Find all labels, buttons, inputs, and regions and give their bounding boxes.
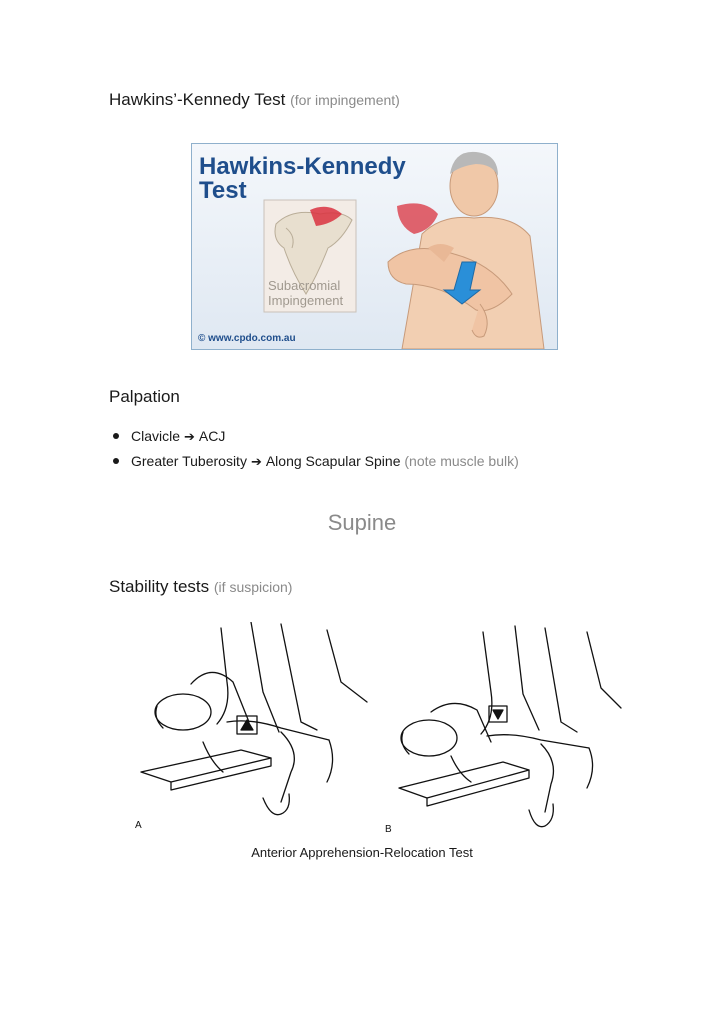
item-text: Along Scapular Spine bbox=[265, 453, 401, 469]
heading-title: Palpation bbox=[109, 387, 180, 406]
inset-label-line1: Subacromial bbox=[268, 278, 341, 293]
image-title-line1: Hawkins-Kennedy bbox=[199, 153, 406, 180]
item-text: Greater Tuberosity bbox=[131, 453, 247, 469]
item-text: Clavicle bbox=[131, 428, 181, 444]
heading-hawkins-kennedy bbox=[109, 90, 400, 110]
palpation-list bbox=[109, 426, 519, 476]
heading-palpation bbox=[109, 387, 180, 407]
panel-b-drawing bbox=[399, 626, 621, 827]
panel-b-label: B bbox=[385, 824, 392, 835]
heading-title: Stability tests bbox=[109, 577, 210, 596]
section-title-supine: Supine bbox=[327, 510, 397, 535]
inset-label-line2: Impingement bbox=[268, 293, 344, 308]
image-title-line2: Test bbox=[199, 177, 247, 204]
item-text: ACJ bbox=[198, 428, 226, 444]
right-arrow-icon: ➔ bbox=[184, 430, 195, 445]
heading-note: (if suspicion) bbox=[213, 579, 293, 595]
heading-note: (for impingement) bbox=[290, 92, 400, 108]
image-credit: © www.cpdo.com.au bbox=[198, 333, 296, 344]
right-arrow-icon: ➔ bbox=[250, 455, 262, 470]
heading-title: Hawkins’-Kennedy Test bbox=[109, 90, 286, 109]
list-item bbox=[109, 451, 519, 476]
list-item bbox=[109, 426, 519, 451]
panel-a-label: A bbox=[135, 820, 142, 831]
heading-stability-tests bbox=[109, 577, 292, 597]
panel-a-drawing bbox=[141, 622, 367, 815]
apprehension-relocation-illustration bbox=[131, 622, 623, 844]
item-note: (note muscle bulk) bbox=[404, 453, 519, 469]
figure-caption: Anterior Apprehension-Relocation Test bbox=[251, 845, 473, 860]
hawkins-kennedy-illustration bbox=[191, 143, 558, 350]
